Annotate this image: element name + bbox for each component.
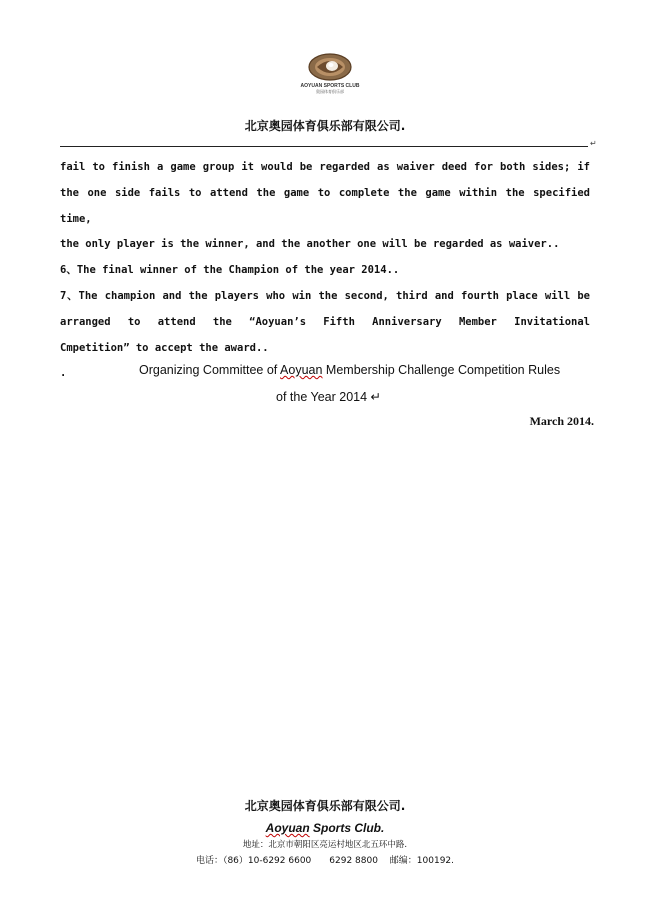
body-line: Cmpetition” to accept the award..: [60, 341, 269, 354]
footer-contact: 电话：（86）10-6292 6600 6292 8800 邮编：100192.: [195, 856, 455, 866]
body-line: arranged to attend the “Aoyuan’s Fifth Anniversary Member Invitational: [60, 315, 590, 328]
footer-sports-club: Sports Club.: [309, 821, 385, 835]
club-emblem-icon: [307, 52, 353, 82]
body-line: 7、The champion and the players who win the second, third and fourth place will be: [60, 289, 590, 302]
signature-aoyuan-word: Aoyuan: [280, 363, 323, 377]
footer-address: 地址：北京市朝阳区亮运村地区北五环中路.: [242, 840, 408, 850]
body-line: the only player is the winner, and the another one will be regarded as waiver..: [60, 238, 560, 251]
signature-prefix: Organizing Committee of: [139, 363, 281, 377]
rules-body: [60, 155, 590, 387]
body-line: 6、The final winner of the Champion of the year 2014..: [60, 264, 400, 277]
company-name-header: [0, 117, 650, 134]
paragraph-mark: ↵: [590, 139, 597, 148]
logo-chinese-text: 奥园体育俱乐部: [316, 89, 344, 94]
footer-company-en: [0, 821, 650, 835]
signature-line-1: [0, 363, 650, 377]
club-logo: [300, 52, 360, 95]
body-line: .: [60, 367, 67, 380]
body-line: the one side fails to attend the game to complete the game within the specified time,: [60, 186, 590, 225]
document-date: March 2014.: [529, 414, 594, 428]
logo-english-text: AOYUAN SPORTS CLUB: [300, 83, 360, 89]
company-name-text: 北京奥园体育俱乐部有限公司.: [244, 119, 406, 133]
header-divider: [60, 146, 588, 147]
signature-suffix: Membership Challenge Competition Rules: [322, 363, 561, 377]
footer-company-cn: 北京奥园体育俱乐部有限公司.: [244, 799, 406, 813]
signature-line-2: of the Year 2014 ↵: [276, 390, 382, 404]
footer-aoyuan-word: Aoyuan: [265, 821, 310, 835]
body-line: fail to finish a game group it would be regarded as waiver deed for both sides; if: [60, 161, 590, 173]
